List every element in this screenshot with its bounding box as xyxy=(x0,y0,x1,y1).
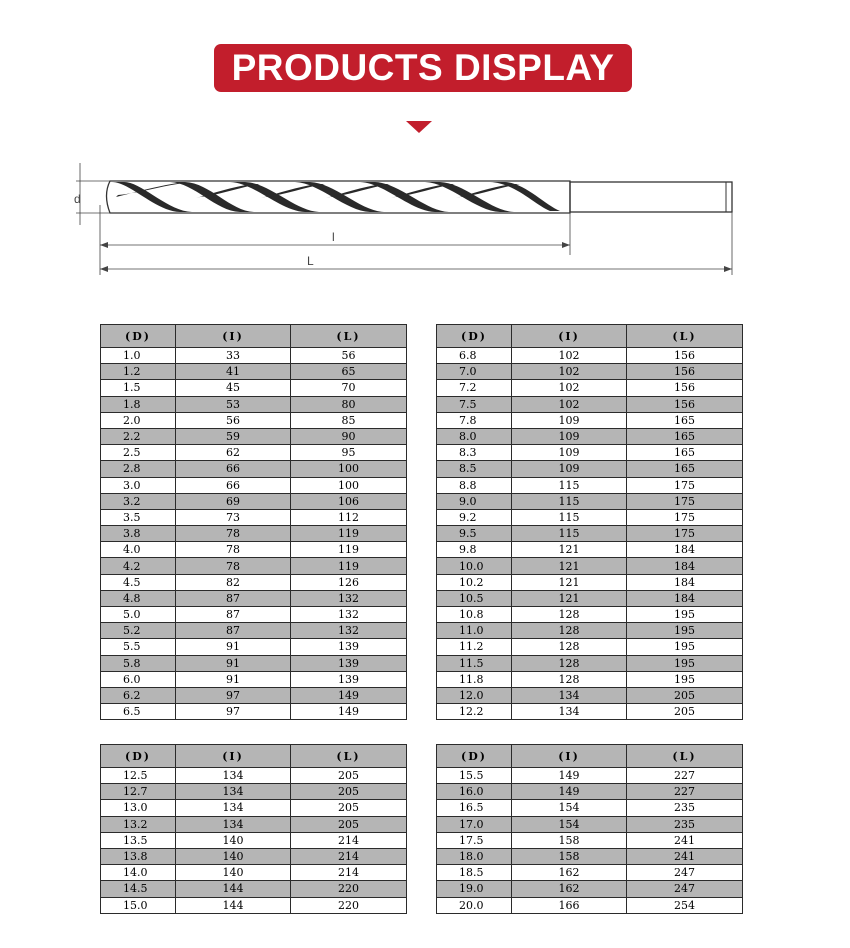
column-header: (L) xyxy=(291,325,407,348)
table-cell: 158 xyxy=(512,832,627,848)
table-cell: 109 xyxy=(512,461,627,477)
table-cell: 91 xyxy=(176,655,291,671)
table-row xyxy=(101,816,407,832)
table-cell: 205 xyxy=(291,800,407,816)
table-cell: 6.5 xyxy=(101,704,176,720)
table-cell: 78 xyxy=(176,558,291,574)
table-cell: 184 xyxy=(627,590,743,606)
table-cell: 82 xyxy=(176,574,291,590)
table-cell: 121 xyxy=(512,574,627,590)
table-row xyxy=(437,671,743,687)
table-cell: 3.0 xyxy=(101,477,176,493)
table-row xyxy=(101,445,407,461)
table-row xyxy=(437,784,743,800)
table-cell: 132 xyxy=(291,590,407,606)
table-cell: 132 xyxy=(291,607,407,623)
table-cell: 10.0 xyxy=(437,558,512,574)
table-cell: 139 xyxy=(291,655,407,671)
table-row xyxy=(437,461,743,477)
table-cell: 154 xyxy=(512,800,627,816)
table-cell: 149 xyxy=(512,784,627,800)
table-cell: 140 xyxy=(176,848,291,864)
table-row xyxy=(437,848,743,864)
table-cell: 8.5 xyxy=(437,461,512,477)
table-cell: 87 xyxy=(176,590,291,606)
table-cell: 6.2 xyxy=(101,687,176,703)
table-row xyxy=(437,412,743,428)
table-cell: 2.2 xyxy=(101,428,176,444)
table-cell: 66 xyxy=(176,477,291,493)
table-cell: 165 xyxy=(627,461,743,477)
table-cell: 205 xyxy=(627,687,743,703)
table-cell: 45 xyxy=(176,380,291,396)
table-cell: 9.5 xyxy=(437,526,512,542)
table-cell: 97 xyxy=(176,687,291,703)
table-cell: 2.5 xyxy=(101,445,176,461)
table-cell: 70 xyxy=(291,380,407,396)
table-cell: 102 xyxy=(512,380,627,396)
spec-table-1 xyxy=(100,324,407,720)
table-row xyxy=(437,816,743,832)
drill-shank xyxy=(570,182,732,212)
table-cell: 5.0 xyxy=(101,607,176,623)
table-row xyxy=(101,704,407,720)
table-cell: 106 xyxy=(291,493,407,509)
table-row xyxy=(437,687,743,703)
table-cell: 87 xyxy=(176,623,291,639)
table-cell: 205 xyxy=(627,704,743,720)
table-cell: 158 xyxy=(512,848,627,864)
table-cell: 66 xyxy=(176,461,291,477)
table-cell: 11.8 xyxy=(437,671,512,687)
table-row xyxy=(101,542,407,558)
table-row xyxy=(101,558,407,574)
table-row xyxy=(101,428,407,444)
table-cell: 41 xyxy=(176,364,291,380)
table-cell: 156 xyxy=(627,364,743,380)
table-row xyxy=(101,768,407,784)
table-cell: 119 xyxy=(291,542,407,558)
table-cell: 134 xyxy=(176,768,291,784)
table-cell: 235 xyxy=(627,800,743,816)
table-cell: 8.8 xyxy=(437,477,512,493)
table-cell: 149 xyxy=(291,704,407,720)
column-header: (L) xyxy=(627,745,743,768)
table-row xyxy=(437,493,743,509)
table-row xyxy=(101,881,407,897)
spec-table-4 xyxy=(436,744,743,914)
table-cell: 134 xyxy=(512,704,627,720)
spec-table-3 xyxy=(100,744,407,914)
table-cell: 184 xyxy=(627,574,743,590)
table-cell: 2.0 xyxy=(101,412,176,428)
column-header: (D) xyxy=(101,745,176,768)
table-row xyxy=(101,348,407,364)
table-cell: 195 xyxy=(627,623,743,639)
table-row xyxy=(437,428,743,444)
down-arrow-icon xyxy=(406,121,432,133)
table-cell: 156 xyxy=(627,380,743,396)
table-row xyxy=(101,574,407,590)
table-cell: 4.8 xyxy=(101,590,176,606)
table-row xyxy=(101,865,407,881)
table-cell: 162 xyxy=(512,881,627,897)
table-row xyxy=(101,671,407,687)
table-cell: 8.0 xyxy=(437,428,512,444)
table-cell: 12.5 xyxy=(101,768,176,784)
table-row xyxy=(437,768,743,784)
table-row xyxy=(101,380,407,396)
table-cell: 85 xyxy=(291,412,407,428)
table-cell: 126 xyxy=(291,574,407,590)
table-cell: 227 xyxy=(627,768,743,784)
table-cell: 12.2 xyxy=(437,704,512,720)
column-header: (I) xyxy=(512,325,627,348)
column-header: (I) xyxy=(176,325,291,348)
table-cell: 205 xyxy=(291,768,407,784)
dim-l-label: l xyxy=(332,230,335,244)
table-cell: 17.0 xyxy=(437,816,512,832)
table-cell: 65 xyxy=(291,364,407,380)
table-row xyxy=(101,687,407,703)
column-header: (L) xyxy=(627,325,743,348)
table-cell: 175 xyxy=(627,477,743,493)
table-row xyxy=(101,509,407,525)
table-cell: 247 xyxy=(627,881,743,897)
table-cell: 10.5 xyxy=(437,590,512,606)
table-cell: 3.8 xyxy=(101,526,176,542)
table-row xyxy=(101,832,407,848)
table-header-row xyxy=(101,745,407,768)
table-cell: 10.2 xyxy=(437,574,512,590)
table-row xyxy=(437,348,743,364)
table-cell: 139 xyxy=(291,639,407,655)
table-cell: 214 xyxy=(291,865,407,881)
table-cell: 100 xyxy=(291,477,407,493)
table-header-row xyxy=(437,325,743,348)
column-header: (I) xyxy=(176,745,291,768)
table-cell: 195 xyxy=(627,607,743,623)
table-row xyxy=(437,445,743,461)
table-cell: 53 xyxy=(176,396,291,412)
table-cell: 115 xyxy=(512,493,627,509)
column-header: (D) xyxy=(437,745,512,768)
table-cell: 12.0 xyxy=(437,687,512,703)
table-cell: 8.3 xyxy=(437,445,512,461)
table-cell: 121 xyxy=(512,542,627,558)
table-row xyxy=(437,542,743,558)
table-cell: 78 xyxy=(176,526,291,542)
table-cell: 91 xyxy=(176,639,291,655)
table-row xyxy=(101,590,407,606)
table-cell: 1.5 xyxy=(101,380,176,396)
table-row xyxy=(101,412,407,428)
table-cell: 10.8 xyxy=(437,607,512,623)
table-row xyxy=(101,655,407,671)
table-cell: 128 xyxy=(512,639,627,655)
table-cell: 9.2 xyxy=(437,509,512,525)
table-row xyxy=(101,607,407,623)
table-cell: 214 xyxy=(291,832,407,848)
table-cell: 62 xyxy=(176,445,291,461)
table-cell: 134 xyxy=(176,800,291,816)
table-cell: 220 xyxy=(291,897,407,913)
table-row xyxy=(437,639,743,655)
table-row xyxy=(437,800,743,816)
table-cell: 149 xyxy=(512,768,627,784)
table-cell: 149 xyxy=(291,687,407,703)
table-cell: 165 xyxy=(627,428,743,444)
table-row xyxy=(101,493,407,509)
table-row xyxy=(437,509,743,525)
table-cell: 165 xyxy=(627,445,743,461)
table-cell: 11.2 xyxy=(437,639,512,655)
table-cell: 14.0 xyxy=(101,865,176,881)
table-cell: 3.5 xyxy=(101,509,176,525)
table-cell: 15.5 xyxy=(437,768,512,784)
table-cell: 134 xyxy=(176,784,291,800)
table-cell: 132 xyxy=(291,623,407,639)
table-cell: 33 xyxy=(176,348,291,364)
table-cell: 102 xyxy=(512,396,627,412)
drill-flutes xyxy=(112,182,560,212)
table-cell: 144 xyxy=(176,881,291,897)
table-cell: 109 xyxy=(512,445,627,461)
table-cell: 154 xyxy=(512,816,627,832)
table-cell: 87 xyxy=(176,607,291,623)
table-cell: 128 xyxy=(512,607,627,623)
table-row xyxy=(101,396,407,412)
table-cell: 97 xyxy=(176,704,291,720)
table-cell: 80 xyxy=(291,396,407,412)
table-cell: 73 xyxy=(176,509,291,525)
table-cell: 140 xyxy=(176,832,291,848)
table-row xyxy=(101,364,407,380)
table-cell: 5.5 xyxy=(101,639,176,655)
drill-bit-drawing xyxy=(70,155,750,280)
table-row xyxy=(437,607,743,623)
table-cell: 139 xyxy=(291,671,407,687)
table-cell: 195 xyxy=(627,671,743,687)
table-cell: 59 xyxy=(176,428,291,444)
table-row xyxy=(101,623,407,639)
table-row xyxy=(101,848,407,864)
table-cell: 17.5 xyxy=(437,832,512,848)
table-cell: 184 xyxy=(627,542,743,558)
table-cell: 119 xyxy=(291,558,407,574)
table-cell: 128 xyxy=(512,623,627,639)
column-header: (D) xyxy=(101,325,176,348)
table-cell: 14.5 xyxy=(101,881,176,897)
table-cell: 121 xyxy=(512,590,627,606)
table-cell: 11.5 xyxy=(437,655,512,671)
table-cell: 134 xyxy=(512,687,627,703)
dim-d-label: d xyxy=(74,192,81,206)
table-cell: 13.2 xyxy=(101,816,176,832)
table-cell: 128 xyxy=(512,671,627,687)
table-cell: 165 xyxy=(627,412,743,428)
table-cell: 13.8 xyxy=(101,848,176,864)
table-cell: 134 xyxy=(176,816,291,832)
table-row xyxy=(101,461,407,477)
table-cell: 3.2 xyxy=(101,493,176,509)
table-cell: 175 xyxy=(627,509,743,525)
table-cell: 11.0 xyxy=(437,623,512,639)
table-cell: 16.5 xyxy=(437,800,512,816)
table-cell: 90 xyxy=(291,428,407,444)
table-cell: 128 xyxy=(512,655,627,671)
table-cell: 175 xyxy=(627,493,743,509)
table-cell: 95 xyxy=(291,445,407,461)
table-cell: 220 xyxy=(291,881,407,897)
table-row xyxy=(437,865,743,881)
table-cell: 235 xyxy=(627,816,743,832)
table-cell: 12.7 xyxy=(101,784,176,800)
table-cell: 241 xyxy=(627,832,743,848)
table-cell: 109 xyxy=(512,412,627,428)
table-cell: 195 xyxy=(627,639,743,655)
table-cell: 9.8 xyxy=(437,542,512,558)
table-cell: 102 xyxy=(512,364,627,380)
table-row xyxy=(101,784,407,800)
table-cell: 9.0 xyxy=(437,493,512,509)
spec-table-2 xyxy=(436,324,743,720)
table-cell: 4.5 xyxy=(101,574,176,590)
table-row xyxy=(437,396,743,412)
table-row xyxy=(437,655,743,671)
table-cell: 18.0 xyxy=(437,848,512,864)
table-cell: 1.2 xyxy=(101,364,176,380)
table-cell: 205 xyxy=(291,816,407,832)
table-cell: 4.0 xyxy=(101,542,176,558)
table-cell: 119 xyxy=(291,526,407,542)
table-cell: 115 xyxy=(512,477,627,493)
table-cell: 166 xyxy=(512,897,627,913)
table-cell: 214 xyxy=(291,848,407,864)
dim-L-label: L xyxy=(307,254,314,268)
table-cell: 241 xyxy=(627,848,743,864)
table-row xyxy=(437,881,743,897)
table-cell: 140 xyxy=(176,865,291,881)
table-row xyxy=(437,364,743,380)
table-header-row xyxy=(101,325,407,348)
table-cell: 115 xyxy=(512,509,627,525)
table-cell: 7.0 xyxy=(437,364,512,380)
table-cell: 5.2 xyxy=(101,623,176,639)
table-cell: 156 xyxy=(627,396,743,412)
table-cell: 56 xyxy=(291,348,407,364)
table-cell: 7.2 xyxy=(437,380,512,396)
table-cell: 18.5 xyxy=(437,865,512,881)
table-row xyxy=(437,623,743,639)
table-cell: 162 xyxy=(512,865,627,881)
table-cell: 1.8 xyxy=(101,396,176,412)
table-row xyxy=(101,639,407,655)
table-row xyxy=(437,590,743,606)
table-cell: 4.2 xyxy=(101,558,176,574)
table-row xyxy=(437,477,743,493)
table-cell: 115 xyxy=(512,526,627,542)
table-cell: 5.8 xyxy=(101,655,176,671)
table-cell: 100 xyxy=(291,461,407,477)
table-row xyxy=(437,526,743,542)
table-row xyxy=(437,704,743,720)
table-row xyxy=(101,800,407,816)
table-cell: 7.8 xyxy=(437,412,512,428)
page-title: PRODUCTS DISPLAY xyxy=(214,44,632,92)
table-row xyxy=(437,558,743,574)
table-cell: 144 xyxy=(176,897,291,913)
table-cell: 175 xyxy=(627,526,743,542)
table-row xyxy=(101,526,407,542)
table-cell: 1.0 xyxy=(101,348,176,364)
table-cell: 6.8 xyxy=(437,348,512,364)
table-cell: 195 xyxy=(627,655,743,671)
column-header: (L) xyxy=(291,745,407,768)
table-cell: 112 xyxy=(291,509,407,525)
table-cell: 13.0 xyxy=(101,800,176,816)
table-cell: 19.0 xyxy=(437,881,512,897)
column-header: (I) xyxy=(512,745,627,768)
table-cell: 7.5 xyxy=(437,396,512,412)
table-cell: 102 xyxy=(512,348,627,364)
table-row xyxy=(437,832,743,848)
table-cell: 121 xyxy=(512,558,627,574)
table-cell: 69 xyxy=(176,493,291,509)
table-row xyxy=(101,897,407,913)
table-header-row xyxy=(437,745,743,768)
table-row xyxy=(101,477,407,493)
table-cell: 6.0 xyxy=(101,671,176,687)
table-cell: 227 xyxy=(627,784,743,800)
column-header: (D) xyxy=(437,325,512,348)
table-row xyxy=(437,380,743,396)
table-row xyxy=(437,897,743,913)
table-cell: 2.8 xyxy=(101,461,176,477)
table-cell: 91 xyxy=(176,671,291,687)
table-cell: 109 xyxy=(512,428,627,444)
table-cell: 20.0 xyxy=(437,897,512,913)
table-cell: 205 xyxy=(291,784,407,800)
table-cell: 78 xyxy=(176,542,291,558)
table-row xyxy=(437,574,743,590)
table-cell: 16.0 xyxy=(437,784,512,800)
table-cell: 184 xyxy=(627,558,743,574)
table-cell: 56 xyxy=(176,412,291,428)
table-cell: 15.0 xyxy=(101,897,176,913)
table-cell: 247 xyxy=(627,865,743,881)
table-cell: 254 xyxy=(627,897,743,913)
table-cell: 13.5 xyxy=(101,832,176,848)
table-cell: 156 xyxy=(627,348,743,364)
